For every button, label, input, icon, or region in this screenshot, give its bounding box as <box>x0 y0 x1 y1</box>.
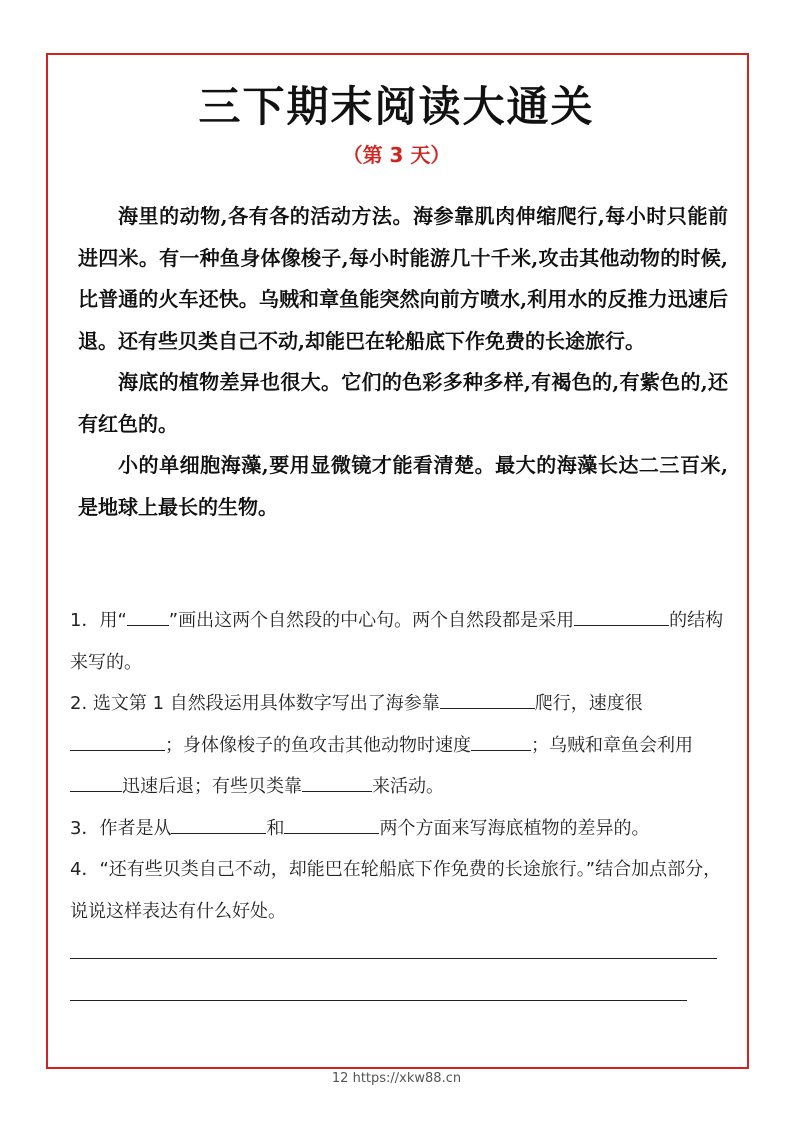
reading-passage <box>78 196 728 528</box>
answer-blank[interactable] <box>574 603 669 626</box>
page-footer: 12 https://xkw88.cn <box>331 1071 462 1086</box>
question-2: 2. 选文第 1 自然段运用具体数字写出了海参靠 爬行，速度很；身体像梭子的鱼攻击其他动物时速度 ；乌贼和章鱼会利用迅速后退；有些贝类靠 来活动。 <box>70 683 730 808</box>
answer-line[interactable] <box>70 958 717 959</box>
answer-blank[interactable] <box>302 769 372 792</box>
question-3: 3．作者是从 和 两个方面来写海底植物的差异的。 <box>70 808 730 850</box>
answer-blank[interactable] <box>171 811 266 834</box>
answer-blank[interactable] <box>70 728 165 751</box>
answer-blank[interactable] <box>70 769 122 792</box>
page-title: 三下期末阅读大通关 <box>198 82 595 131</box>
answer-line[interactable] <box>70 1000 687 1001</box>
page-subtitle: （第 3 天） <box>342 143 451 167</box>
passage-paragraph: 海里的动物,各有各的活动方法。海参靠肌肉伸缩爬行,每小时只能前进四米。有一种鱼身体像梭子,每小时能游几十千米,攻击其他动物的时候,比普通的火车还快。乌贼和章鱼能突然向前方喷水,利用水的反推力迅速后退。还有些贝类自己不动,却能巴在轮船底下作免费的长途旅行。 <box>78 204 728 353</box>
answer-blank[interactable] <box>471 728 531 751</box>
question-list <box>70 600 730 932</box>
answer-blank[interactable] <box>284 811 379 834</box>
question-1: 1．用“ ”画出这两个自然段的中心句。两个自然段都是采用 的结构来写的。 <box>70 600 730 683</box>
question-4: 4．“还有些贝类自己不动，却能巴在轮船底下作免费的长途旅行。”结合加点部分，说说这样表达有什么好处。 <box>70 859 722 922</box>
passage-paragraph: 小的单细胞海藻,要用显微镜才能看清楚。最大的海藻长达二三百米,是地球上最长的生物。 <box>78 453 728 519</box>
passage-paragraph: 海底的植物差异也很大。它们的色彩多种多样,有褐色的,有紫色的,还有红色的。 <box>78 370 728 436</box>
answer-blank[interactable] <box>127 603 169 626</box>
answer-blank[interactable] <box>440 686 535 709</box>
